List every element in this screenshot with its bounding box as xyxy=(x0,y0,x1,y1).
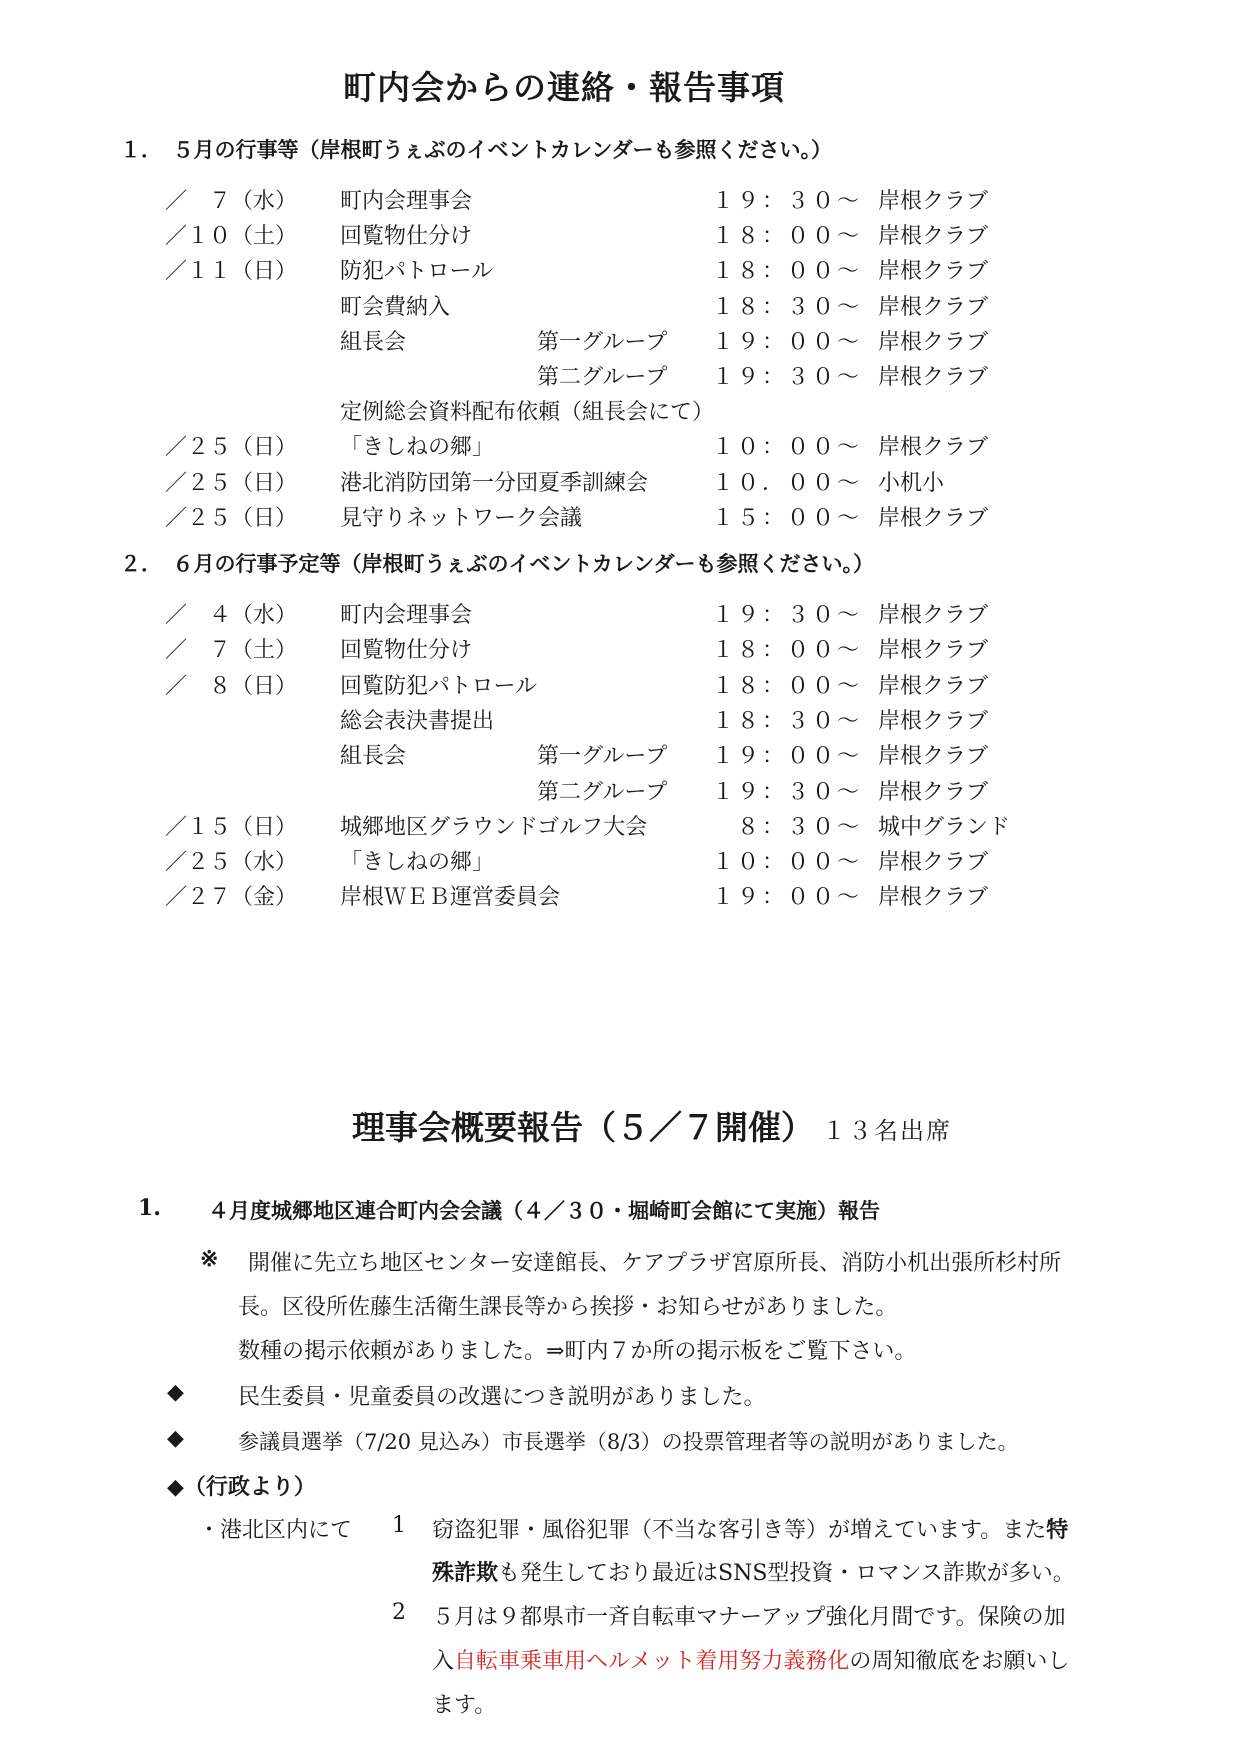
event-place: 岸根クラブ xyxy=(878,294,989,320)
event-name: 町会費納入 xyxy=(340,294,451,320)
schedule-row xyxy=(0,880,1241,916)
schedule-row xyxy=(0,501,1241,537)
event-date: ／２５（日） xyxy=(165,505,298,531)
gov-item-2-line-3: ます。 xyxy=(432,1693,497,1718)
schedule-row xyxy=(0,254,1241,290)
bullet-2: 参議員選挙（7/20 見込み）市長選挙（8/3）の投票管理者等の説明がありました。 xyxy=(238,1430,1019,1454)
event-time: １８：００～ xyxy=(712,224,863,250)
event-group: 第一グループ xyxy=(537,329,668,355)
event-place: 岸根クラブ xyxy=(878,365,989,390)
gov-item-1-line-1-bold: 特 xyxy=(1046,1517,1069,1543)
event-time: １９：３０～ xyxy=(712,365,863,390)
event-place: 岸根クラブ xyxy=(878,189,989,214)
event-name: 「きしねの郷」 xyxy=(340,850,495,876)
event-place: 岸根クラブ xyxy=(878,603,989,628)
report-title xyxy=(352,1102,952,1149)
event-place: 岸根クラブ xyxy=(878,708,989,734)
event-name: 城郷地区グラウンドゴルフ大会 xyxy=(340,814,648,840)
schedule-row xyxy=(0,360,1241,396)
schedule-row xyxy=(0,775,1241,811)
report-item-number: 1. xyxy=(138,1195,161,1221)
event-group: 第二グループ xyxy=(537,365,668,390)
schedule-row xyxy=(0,184,1241,220)
event-date: ／２５（日） xyxy=(165,435,298,461)
schedule-row xyxy=(0,669,1241,705)
note-line-1: 開催に先立ち地区センター安達館長、ケアプラザ宮原所長、消防小机出張所杉村所 xyxy=(248,1251,1062,1276)
event-name: 町内会理事会 xyxy=(340,603,473,628)
event-time: １９：００～ xyxy=(712,885,863,911)
gov-area: ・港北区内にて xyxy=(198,1518,353,1543)
event-name: 岸根ＷＥＢ運営委員会 xyxy=(340,885,561,911)
event-time: １８：３０～ xyxy=(712,708,863,734)
schedule-row xyxy=(0,633,1241,669)
event-date: ／１０（土） xyxy=(165,224,298,250)
event-date: ／１１（日） xyxy=(165,259,298,285)
gov-item-2-line-2-c: の周知徹底をお願いし xyxy=(849,1649,1070,1674)
gov-heading: ◆（行政より） xyxy=(167,1474,316,1500)
event-date: ／ ４（水） xyxy=(165,603,298,628)
event-time: １５：００～ xyxy=(712,505,863,531)
event-place: 岸根クラブ xyxy=(878,850,989,876)
event-place: 岸根クラブ xyxy=(878,885,989,911)
gov-item-2-line-1: ５月は９都県市一斉自転車マナーアップ強化月間です。保険の加 xyxy=(432,1605,1066,1630)
schedule-row xyxy=(0,325,1241,361)
report-item-heading: ４月度城郷地区連合町内会会議（４／３０・堀崎町会館にて実施）報告 xyxy=(208,1199,880,1223)
event-name: 回覧防犯パトロール xyxy=(340,673,538,699)
event-place: 岸根クラブ xyxy=(878,779,989,805)
event-time: １０：００～ xyxy=(712,435,863,461)
event-name: 組長会 xyxy=(340,744,407,770)
event-time: ８：３０～ xyxy=(712,814,863,840)
gov-item-2-line-2-a: 入 xyxy=(432,1649,455,1674)
event-place: 岸根クラブ xyxy=(878,259,989,285)
event-name: 見守りネットワーク会議 xyxy=(340,505,583,531)
event-time: １８：３０～ xyxy=(712,294,863,320)
gov-item-1-line-1-text: 窃盗犯罪・風俗犯罪（不当な客引き等）が増えています。また xyxy=(432,1518,1047,1543)
report-title-text: 理事会概要報告（５／７開催） xyxy=(352,1108,814,1147)
event-time: １９：００～ xyxy=(712,329,863,355)
event-name: 港北消防団第一分団夏季訓練会 xyxy=(340,470,649,496)
schedule-row xyxy=(0,739,1241,775)
event-date: ／２５（水） xyxy=(165,850,298,876)
event-name: 定例総会資料配布依頼（組長会にて） xyxy=(340,400,715,426)
gov-item-2-line-2 xyxy=(432,1644,1069,1675)
gov-item-1-line-1 xyxy=(432,1513,1068,1544)
note-line-3: 数種の掲示依頼がありました。⇒町内７か所の掲示板をご覧下さい。 xyxy=(238,1339,917,1364)
event-date: ／１５（日） xyxy=(165,814,298,840)
schedule-row xyxy=(0,290,1241,326)
event-time: １８：００～ xyxy=(712,259,863,285)
event-name: 総会表決書提出 xyxy=(340,708,495,734)
event-place: 岸根クラブ xyxy=(878,329,989,355)
gov-item-1-number: 1 xyxy=(392,1513,406,1538)
event-name: 回覧物仕分け xyxy=(340,224,473,250)
event-date: ／２５（日） xyxy=(165,470,298,496)
event-time: １０．００～ xyxy=(712,470,863,496)
schedule-row xyxy=(0,466,1241,502)
schedule-row xyxy=(0,219,1241,255)
bullet-icon: ◆ xyxy=(167,1426,184,1451)
event-place: 岸根クラブ xyxy=(878,744,989,770)
gov-item-1-line-2 xyxy=(432,1556,1075,1587)
event-time: １９：３０～ xyxy=(712,779,863,805)
event-place: 岸根クラブ xyxy=(878,638,989,664)
event-place: 岸根クラブ xyxy=(878,435,989,461)
note-line-2: 長。区役所佐藤生活衛生課長等から挨拶・お知らせがありました。 xyxy=(238,1295,898,1320)
event-group: 第二グループ xyxy=(537,779,668,805)
event-place: 城中グランド xyxy=(878,814,1011,840)
event-time: １８：００～ xyxy=(712,673,863,699)
event-date: ／ ７（土） xyxy=(165,638,298,664)
attendance-count: １３名出席 xyxy=(822,1117,952,1145)
event-date: ／ ８（日） xyxy=(165,673,298,699)
gov-item-2-number: 2 xyxy=(392,1600,406,1625)
event-place: 小机小 xyxy=(878,470,945,496)
schedule-row xyxy=(0,395,1241,431)
event-date: ／ ７（水） xyxy=(165,189,298,214)
event-group: 第一グループ xyxy=(537,744,668,770)
event-name: 回覧物仕分け xyxy=(340,638,473,664)
bullet-icon: ◆ xyxy=(167,1380,184,1405)
event-name: 組長会 xyxy=(340,329,407,355)
event-place: 岸根クラブ xyxy=(878,224,989,250)
gov-item-1-line-2-bold: 殊詐欺 xyxy=(432,1560,499,1586)
event-place: 岸根クラブ xyxy=(878,673,989,699)
section1-heading: １． ５月の行事等（岸根町うぇぶのイベントカレンダーも参照ください。） xyxy=(120,138,833,162)
event-time: １９：３０～ xyxy=(712,603,863,628)
event-time: １８：００～ xyxy=(712,638,863,664)
gov-item-1-line-2-text: も発生しており最近はSNS型投資・ロマンス詐欺が多い。 xyxy=(498,1561,1075,1586)
event-place: 岸根クラブ xyxy=(878,505,989,531)
schedule-row xyxy=(0,845,1241,881)
bullet-1: 民生委員・児童委員の改選につき説明がありました。 xyxy=(238,1385,766,1410)
helmet-highlight: 自転車乗車用ヘルメット着用努力義務化 xyxy=(454,1649,850,1674)
event-name: 町内会理事会 xyxy=(340,189,473,214)
event-name: 「きしねの郷」 xyxy=(340,435,495,461)
section2-heading: ２． ６月の行事予定等（岸根町うぇぶのイベントカレンダーも参照ください。） xyxy=(120,552,875,576)
schedule-row xyxy=(0,598,1241,634)
schedule-row xyxy=(0,704,1241,740)
event-time: １０：００～ xyxy=(712,850,863,876)
note-mark: ※ xyxy=(200,1246,219,1272)
schedule-row xyxy=(0,810,1241,846)
event-date: ／２７（金） xyxy=(165,885,298,911)
event-time: １９：３０～ xyxy=(712,189,863,214)
event-time: １９：００～ xyxy=(712,744,863,770)
page-title: 町内会からの連絡・報告事項 xyxy=(343,68,785,107)
schedule-row xyxy=(0,430,1241,466)
event-name: 防犯パトロール xyxy=(340,259,494,285)
